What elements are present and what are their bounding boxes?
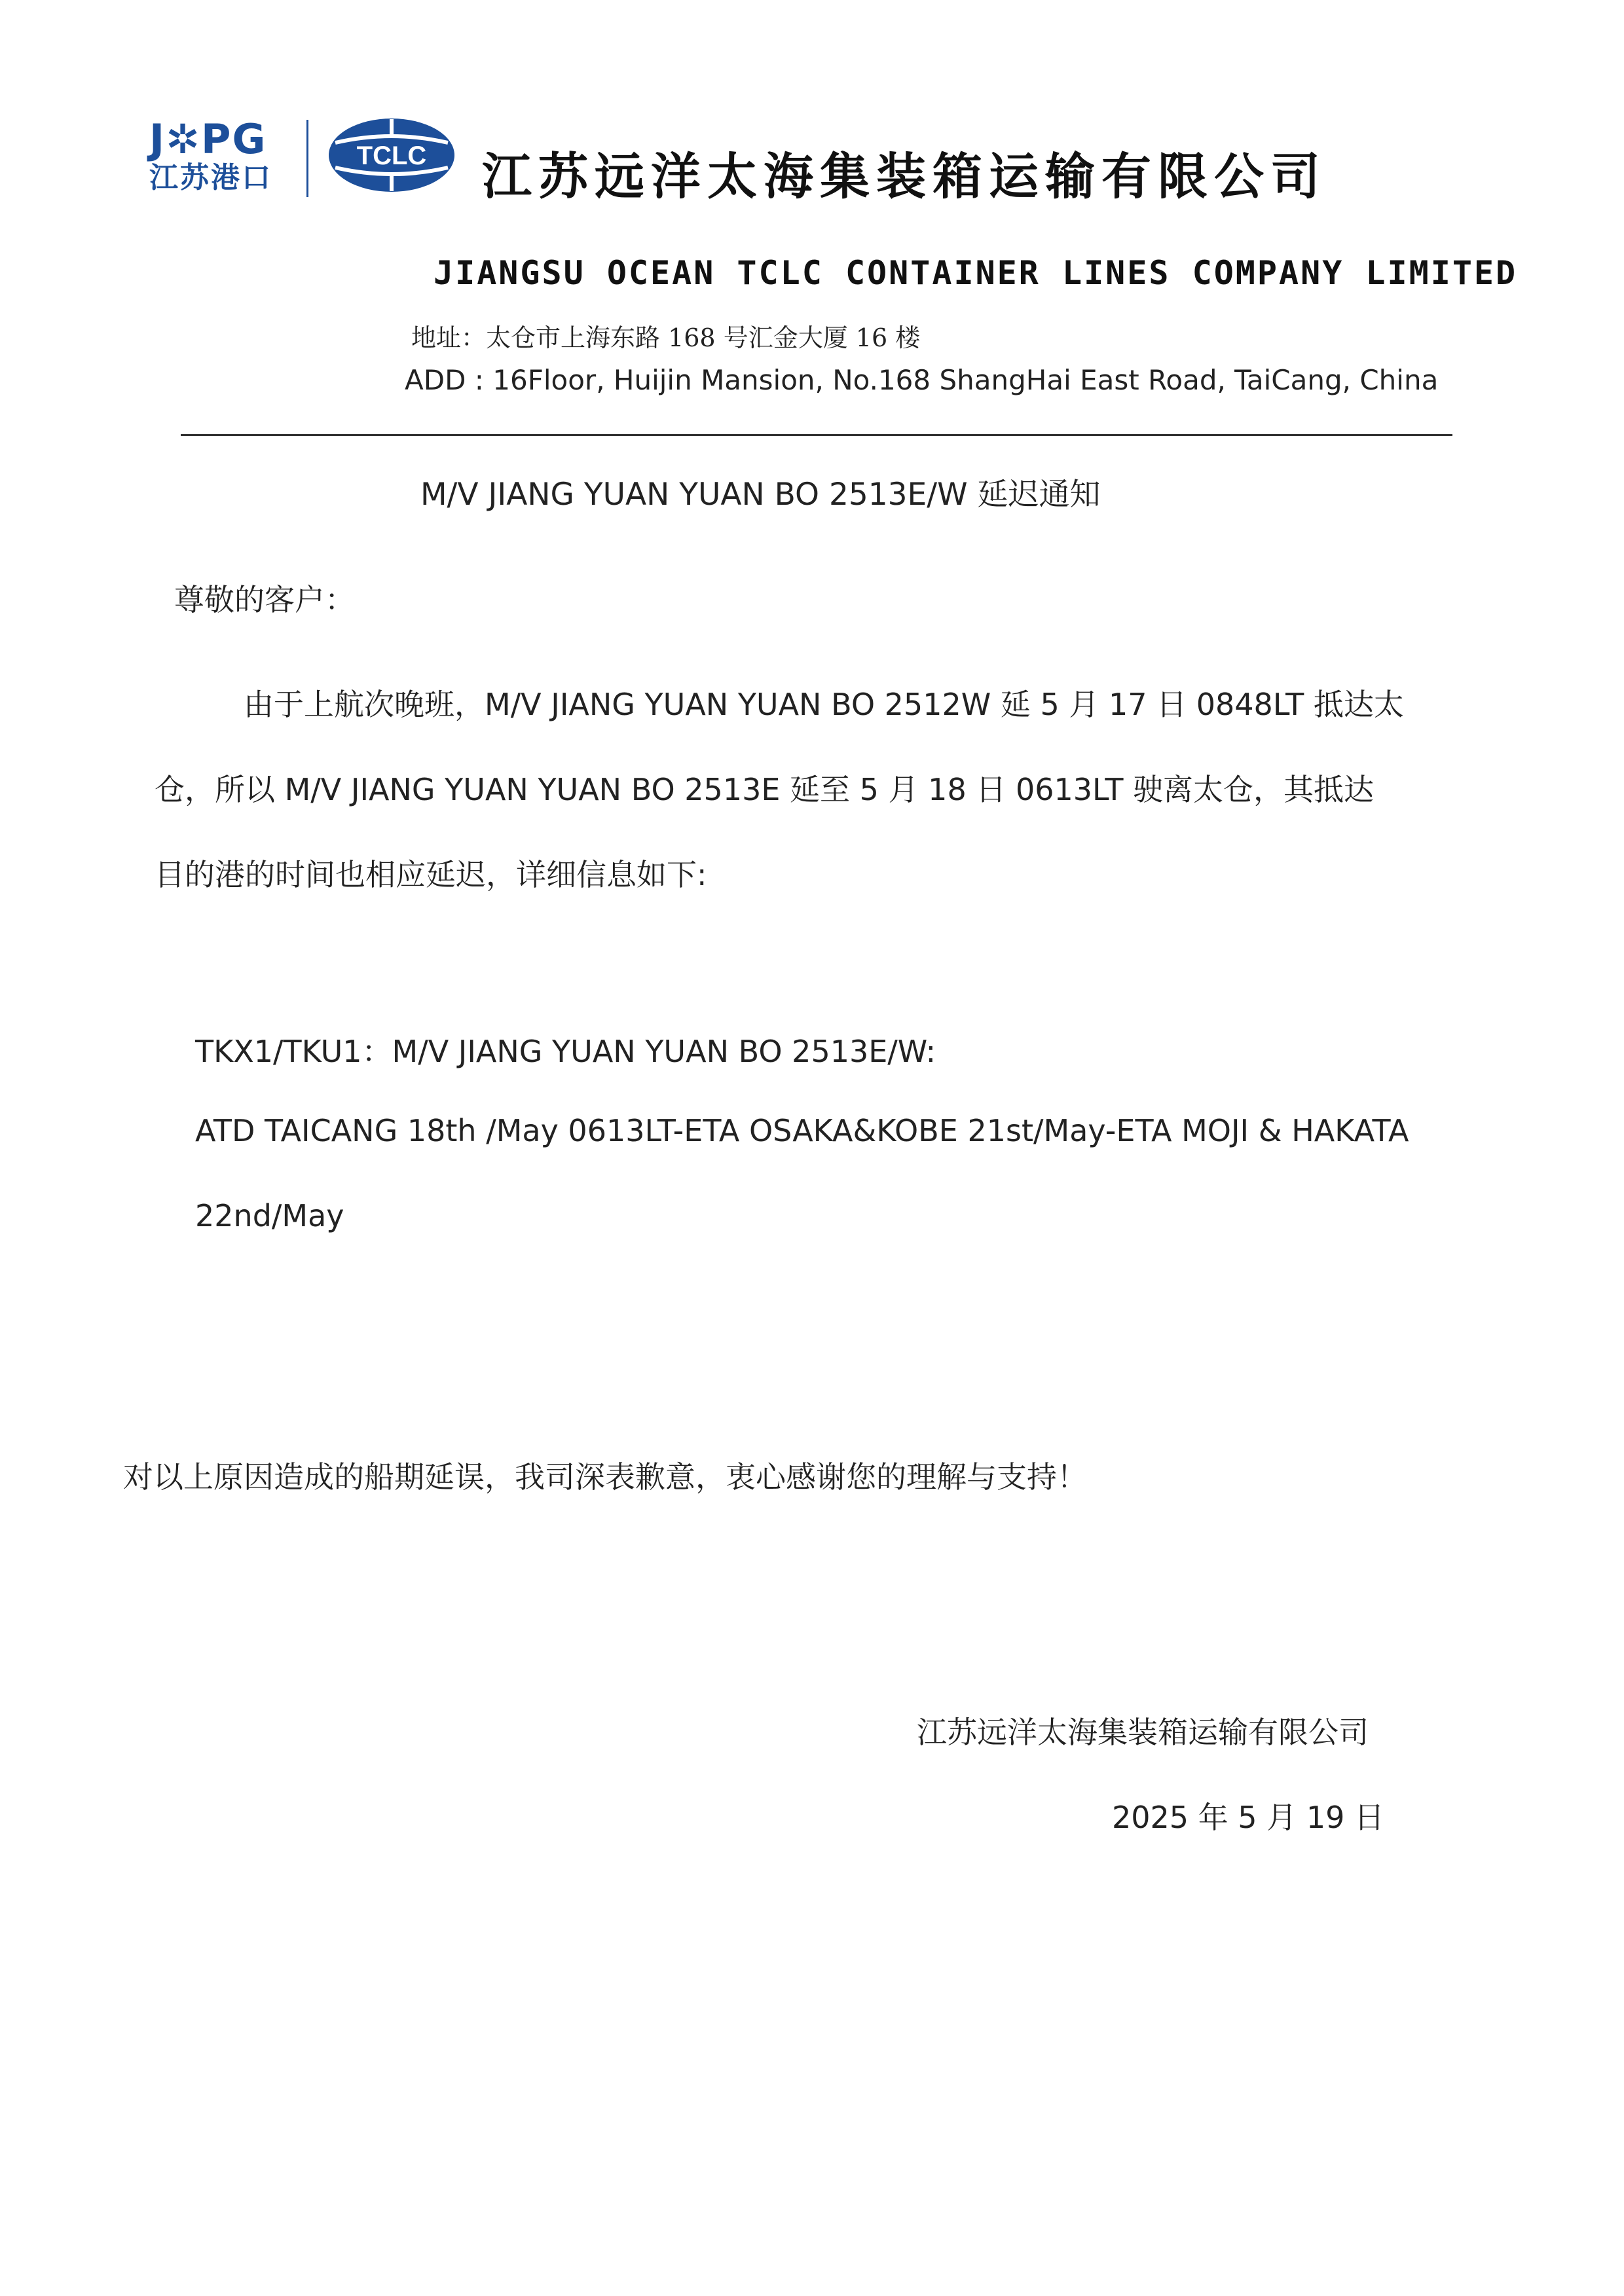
body-paragraph-line-1: 由于上航次晚班，M/V JIANG YUAN YUAN BO 2512W 延 5 月 17 日 0848LT 抵达太 [244,687,1404,722]
company-name-cn: 江苏远洋太海集装箱运输有限公司 [482,147,1327,206]
tclc-logo-text: TCLC [356,141,427,170]
schedule-title: TKX1/TKU1：M/V JIANG YUAN YUAN BO 2513E/W: [195,1034,936,1069]
schedule-line-1: ATD TAICANG 18th /May 0613LT-ETA OSAKA&KOBE 21st/May-ETA MOJI & HAKATA [195,1113,1409,1148]
body-paragraph-line-3: 目的港的时间也相应延迟，详细信息如下: [155,857,707,892]
schedule-line-2: 22nd/May [195,1198,344,1233]
jspg-logo [149,117,293,195]
logo-divider [306,120,308,197]
apology-text: 对以上原因造成的船期延误，我司深表歉意，衷心感谢您的理解与支持！ [123,1459,1087,1495]
address-cn: 地址：太仓市上海东路 168 号汇金大厦 16 楼 [411,323,921,352]
header-divider [181,434,1452,436]
signature-date: 2025 年 5 月 19 日 [1112,1800,1384,1835]
body-paragraph-line-2: 仓，所以 M/V JIANG YUAN YUAN BO 2513E 延至 5 月 18 日 0613LT 驶离太仓，其抵达 [155,772,1375,807]
salutation: 尊敬的客户： [174,582,355,617]
tclc-logo [326,117,457,194]
jspg-logo-cn: 江苏港口 [149,161,272,194]
company-name-en: JIANGSU OCEAN TCLC CONTAINER LINES COMPANY LIMITED [434,254,1518,292]
address-en: ADD : 16Floor, Huijin Mansion, No.168 ShangHai East Road, TaiCang, China [405,364,1439,396]
jspg-logo-text: J✲PG [149,115,267,163]
signature-company: 江苏远洋太海集装箱运输有限公司 [917,1715,1369,1750]
notice-title: M/V JIANG YUAN YUAN BO 2513E/W 延迟通知 [420,477,1101,513]
